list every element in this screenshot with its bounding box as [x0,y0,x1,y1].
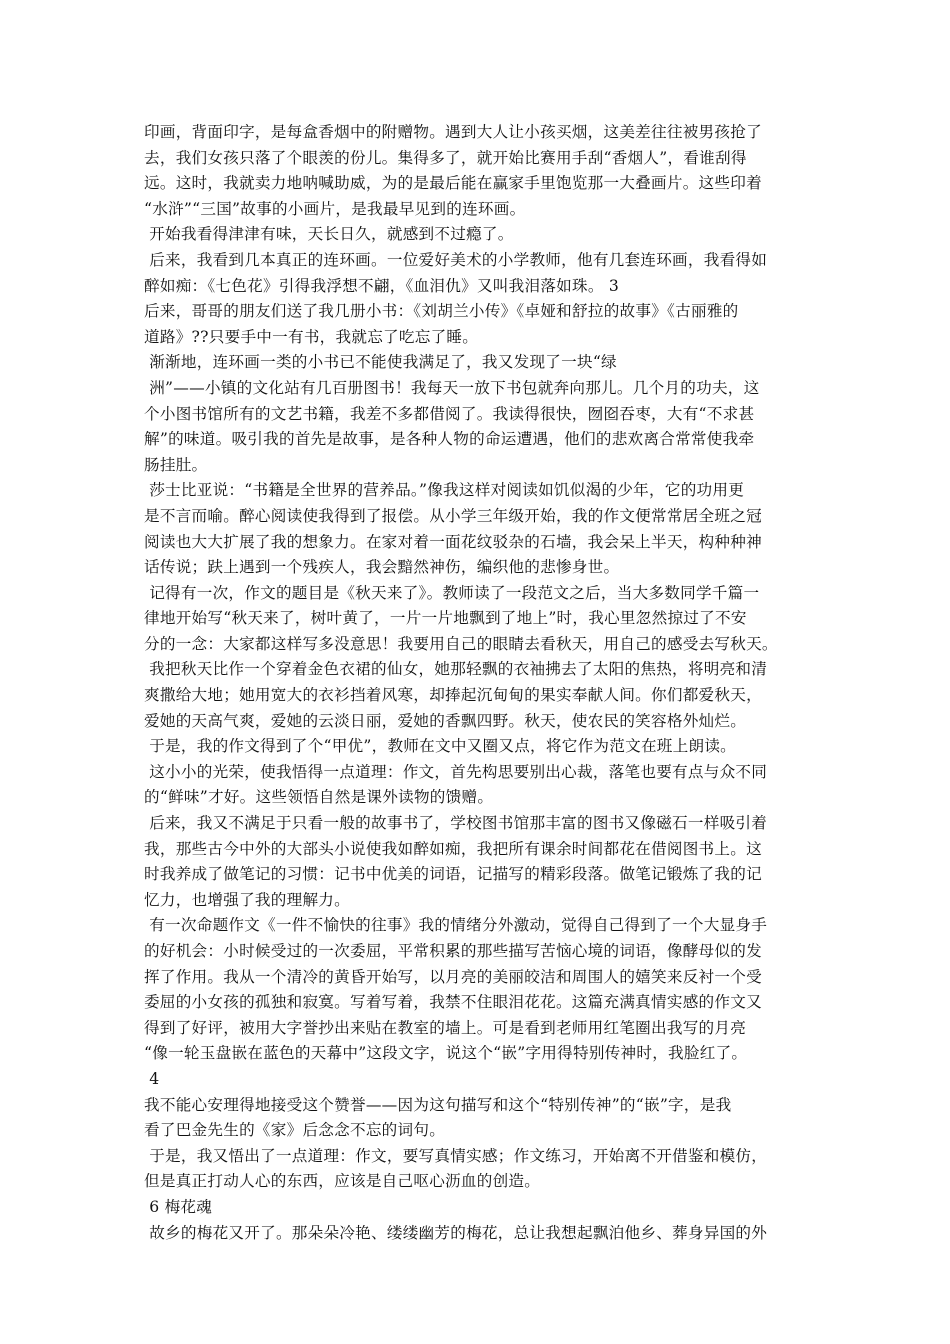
text-line: 去，我们女孩只落了个眼羡的份儿。集得多了，就开始比赛用手刮“香烟人”，看谁刮得 [144,148,747,167]
text-line: 印画，背面印字，是每盒香烟中的附赠物。遇到大人让小孩买烟，这美差往往被男孩抢了 [144,123,762,141]
text-line: 的好机会：小时候受过的一次委屈，平常积累的那些描写苦恼心境的词语，像酵母似的发 [144,942,762,960]
text-line: 律地开始写“秋天来了，树叶黄了，一片一片地飘到了地上”时，我心里忽然掠过了不安 [144,609,747,628]
text-line: 后来，我又不满足于只看一般的故事书了，学校图书馆那丰富的图书又像磁石一样吸引着 [144,814,768,833]
text-line: 莎士比亚说：“书籍是全世界的营养品。”像我这样对阅读如饥似渴的少年，它的功用更 [144,481,745,500]
text-line: 话传说；趺上遇到一个残疾人，我会黯然神伤，编织他的悲惨身世。 [144,558,620,577]
text-line: 忆力，也增强了我的理解力。 [144,890,350,909]
text-line: 爽撒给大地；她用宽大的衣衫挡着风寒，却捧起沉甸甸的果实奉献人间。你们都爱秋天， [144,686,762,705]
text-line: 爱她的天高气爽，爱她的云淡日丽，爱她的香飘四野。秋天，使农民的笑容格外灿烂。 [144,711,747,730]
text-line: 故乡的梅花又开了。那朵朵冷艳、缕缕幽芳的梅花，总让我想起飘泊他乡、葬身异国的外 [144,1223,768,1242]
text-line: 我，那些古今中外的大部头小说使我如醉如痴，我把所有课余时间都花在借阅图书上。这 [144,839,762,858]
text-line: 分的一念：大家都这样写多没意思！我要用自己的眼睛去看秋天，用自己的感受去写秋天。 [144,634,778,653]
text-line: 远。这时，我就卖力地呐喊助威，为的是最后能在赢家手里饱览那一大叠画片。这些印着 [144,174,762,193]
text-line: “像一轮玉盘嵌在蓝色的天幕中”这段文字，说这个“嵌”字用得特别传神时，我脸红了。 [144,1044,748,1063]
text-line: 个小图书馆所有的文艺书籍，我差不多都借阅了。我读得很快，囫囵吞枣，大有“不求甚 [144,404,755,423]
text-line: 是不言而喻。醉心阅读使我得到了报偿。从小学三年级开始，我的作文便常常居全班之冠 [144,506,762,525]
text-line: 有一次命题作文《一件不愉快的往事》我的情绪分外激动，觉得自己得到了一个大显身手 [144,916,768,935]
text-line: 记得有一次，作文的题目是《秋天来了》。教师读了一段范文之后，当大多数同学千篇一 [144,583,760,602]
text-line: 得到了好评，被用大字誉抄出来贴在教室的墙上。可是看到老师用红笔圈出我写的月亮 [144,1018,747,1037]
text-line: 挥了作用。我从一个清冷的黄昏开始写，以月亮的美丽皎洁和周围人的嬉笑来反衬一个受 [144,967,762,986]
text-line: 阅读也大大扩展了我的想象力。在家对着一面花纹驳杂的石墙，我会呆上半天，构种种神 [144,532,762,551]
text-line: 委屈的小女孩的孤独和寂寞。写着写着，我禁不住眼泪花花。这篇充满真情实感的作文又 [144,993,762,1012]
text-line: 开始我看得津津有味，天长日久，就感到不过瘾了。 [144,225,514,244]
text-line: 但是真正打动人心的东西，应该是自己呕心沥血的创造。 [144,1172,541,1191]
text-line: 我把秋天比作一个穿着金色衣裙的仙女，她那轻飘的衣袖拂去了太阳的焦热，将明亮和清 [144,660,768,679]
text-line: 看了巴金先生的《家》后念念不忘的词句。 [144,1121,446,1140]
text-line: 的“鲜味”才好。这些领悟自然是课外读物的馈赠。 [144,788,494,807]
text-line: 道路》??只要手中一有书，我就忘了吃忘了睡。 [144,327,479,346]
text-line: 时我养成了做笔记的习惯：记书中优美的词语，记描写的精彩段落。做笔记锻炼了我的记 [144,865,762,884]
text-line: 于是，我的作文得到了个“甲优”，教师在文中又圈又点，将它作为范文在班上朗读。 [144,737,737,756]
text-line: 醉如痴：《七色花》引得我浮想不翩，《血泪仇》又叫我泪落如珠。 3 [144,276,620,295]
text-line: 洲”——小镇的文化站有几百册图书！我每天一放下书包就奔向那儿。几个月的功夫，这 [144,378,760,397]
text-line: 4 [144,1069,160,1088]
text-line: 这小小的光荣，使我悟得一点道理：作文，首先构思要别出心裁，落笔也要有点与众不同 [144,762,768,781]
text-line: 渐渐地，连环画一类的小书已不能使我满足了，我又发现了一块“绿 [144,353,617,372]
text-line: 6 梅花魂 [144,1197,213,1216]
text-line: 解”的味道。吸引我的首先是故事，是各种人物的命运遭遇，他们的悲欢离合常常使我牵 [144,430,755,449]
text-line: 我不能心安理得地接受这个赞誉——因为这句描写和这个“特别传神”的“嵌”字，是我 [144,1095,732,1114]
document-body [144,120,812,1246]
text-line: 于是，我又悟出了一点道理：作文，要写真情实感；作文练习，开始离不开借鉴和模仿， [144,1146,768,1165]
text-line: “水浒”“三国”故事的小画片，是我最早见到的连环画。 [144,199,526,218]
text-line: 后来，哥哥的朋友们送了我几册小书：《刘胡兰小传》《卓娅和舒拉的故事》《古丽雅的 [144,302,739,321]
text-line: 肠挂肚。 [144,455,208,474]
text-line: 后来，我看到几本真正的连环画。一位爱好美术的小学教师，他有几套连环画，我看得如 [144,250,768,269]
